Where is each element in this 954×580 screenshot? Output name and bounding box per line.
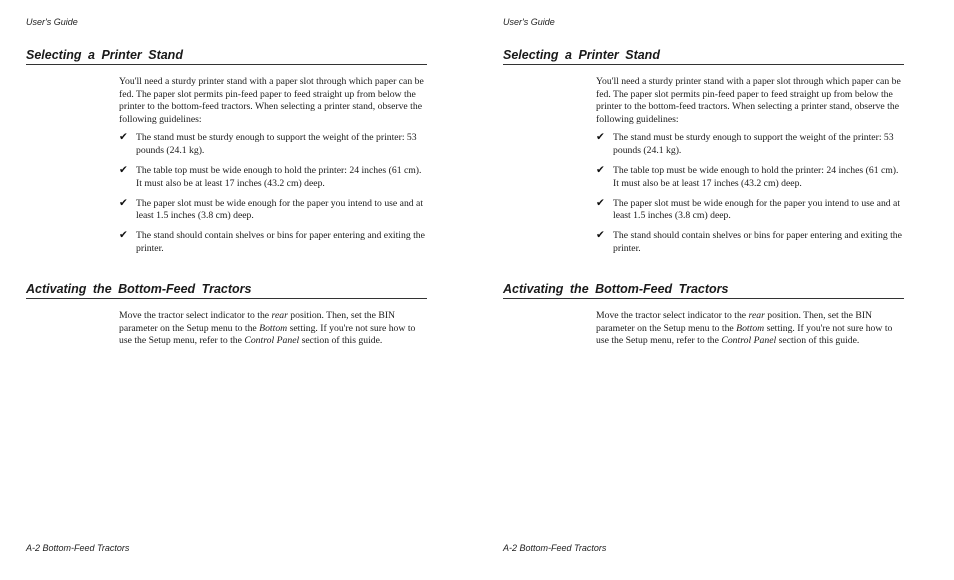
- running-header: User's Guide: [26, 17, 78, 27]
- emphasis-control-panel: Control Panel: [721, 335, 777, 347]
- section-body: [119, 76, 425, 256]
- checkmark-icon: ✔: [119, 131, 128, 144]
- checkmark-icon: ✔: [596, 164, 605, 177]
- text-run: Move the tractor select indicator to the: [596, 310, 749, 321]
- instruction-paragraph: [596, 310, 902, 348]
- checkmark-icon: ✔: [119, 229, 128, 242]
- list-item: [596, 198, 902, 223]
- section-body: [596, 310, 902, 348]
- text-run: section of this guide.: [299, 335, 383, 347]
- list-item-text: The table top must be wide enough to hold the printer: 24 inches (61 cm). It must also be at least 17 inches (43.2 cm) deep.: [613, 165, 899, 189]
- guidelines-list: [119, 132, 425, 255]
- emphasis-control-panel: Control Panel: [244, 335, 300, 347]
- emphasis-rear: rear: [271, 310, 288, 321]
- running-header: User's Guide: [503, 17, 555, 27]
- text-run: setting. If you're not sure how to use the Setup menu, refer to the: [119, 322, 416, 347]
- section-heading: Selecting a Printer Stand: [503, 48, 904, 65]
- list-item-text: The stand should contain shelves or bins for paper entering and exiting the printer.: [136, 230, 425, 255]
- intro-paragraph: You'll need a sturdy printer stand with a paper slot through which paper can be fed. The paper slot permits pin-feed paper to feed straight up from below the printer to the bottom-feed tractors. When selecting a printer stand, observe the following guidelines:: [596, 76, 901, 125]
- checkmark-icon: ✔: [119, 164, 128, 177]
- section-heading: Activating the Bottom-Feed Tractors: [26, 282, 427, 299]
- checkmark-icon: ✔: [596, 229, 605, 242]
- list-item: [596, 230, 902, 255]
- text-run: section of this guide.: [776, 335, 860, 347]
- section-body: [596, 76, 902, 256]
- list-item: [596, 132, 902, 157]
- list-item: [119, 132, 425, 157]
- checkmark-icon: ✔: [119, 196, 128, 209]
- section-heading: Activating the Bottom-Feed Tractors: [503, 282, 904, 299]
- list-item: [119, 165, 425, 190]
- section-activating-bottom-feed-tractors: [503, 282, 904, 348]
- list-item-text: The stand must be sturdy enough to support the weight of the printer: 53 pounds (24.1 kg).: [136, 132, 417, 156]
- instruction-paragraph: [119, 310, 425, 348]
- page-footer: A-2 Bottom-Feed Tractors: [26, 543, 130, 553]
- list-item-text: The stand should contain shelves or bins for paper entering and exiting the printer.: [613, 230, 902, 255]
- text-run: position. Then, set the BIN parameter on the Setup menu to the: [596, 310, 873, 334]
- guidelines-list: [596, 132, 902, 255]
- emphasis-bottom: Bottom: [259, 322, 288, 334]
- text-run: position. Then, set the BIN parameter on the Setup menu to the: [119, 310, 396, 334]
- intro-paragraph: You'll need a sturdy printer stand with a paper slot through which paper can be fed. The paper slot permits pin-feed paper to feed straight up from below the printer to the bottom-feed tractors. When selecting a printer stand, observe the following guidelines:: [119, 76, 424, 125]
- list-item: [119, 198, 425, 223]
- list-item-text: The paper slot must be wide enough for the paper you intend to use and at least 1.5 inches (3.8 cm) deep.: [613, 197, 901, 222]
- list-item: [119, 230, 425, 255]
- text-run: Move the tractor select indicator to the: [119, 310, 272, 321]
- page-footer: A-2 Bottom-Feed Tractors: [503, 543, 607, 553]
- section-body: [119, 310, 425, 348]
- checkmark-icon: ✔: [596, 131, 605, 144]
- emphasis-bottom: Bottom: [736, 322, 765, 334]
- list-item-text: The paper slot must be wide enough for the paper you intend to use and at least 1.5 inches (3.8 cm) deep.: [136, 197, 424, 222]
- page-right: [477, 0, 954, 580]
- checkmark-icon: ✔: [596, 196, 605, 209]
- list-item: [596, 165, 902, 190]
- section-activating-bottom-feed-tractors: [26, 282, 427, 348]
- text-run: setting. If you're not sure how to use the Setup menu, refer to the: [596, 322, 893, 347]
- section-selecting-printer-stand: [503, 48, 904, 263]
- list-item-text: The table top must be wide enough to hold the printer: 24 inches (61 cm). It must also be at least 17 inches (43.2 cm) deep.: [136, 165, 422, 189]
- list-item-text: The stand must be sturdy enough to support the weight of the printer: 53 pounds (24.1 kg).: [613, 132, 894, 156]
- section-selecting-printer-stand: [26, 48, 427, 263]
- section-heading: Selecting a Printer Stand: [26, 48, 427, 65]
- emphasis-rear: rear: [748, 310, 765, 321]
